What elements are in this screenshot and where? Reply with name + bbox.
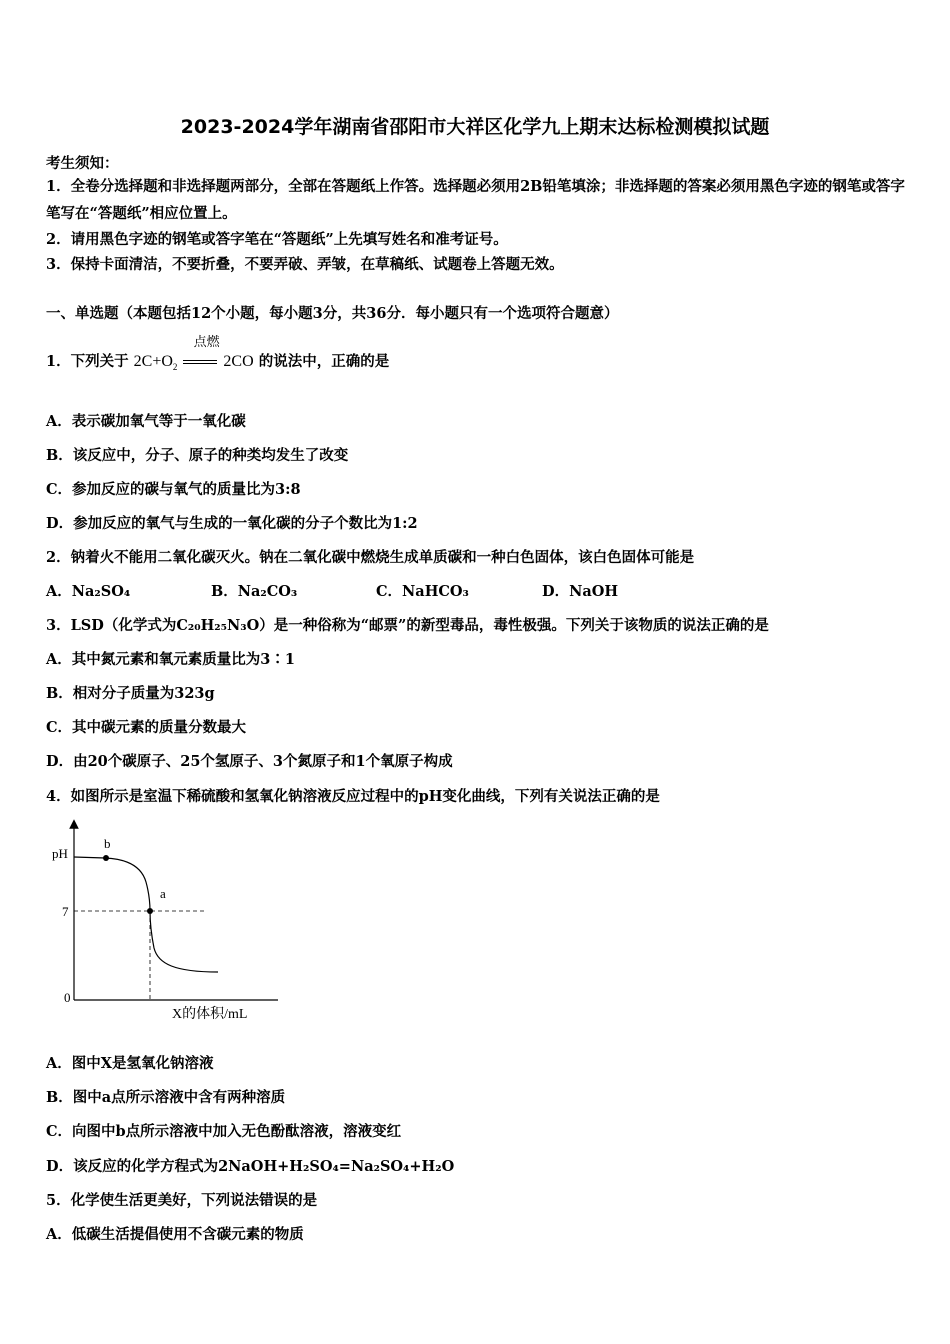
eq-right: 2CO [223, 353, 254, 370]
y-axis-label: pH [52, 846, 68, 861]
q2-option-b: B．Na₂CO₃ [211, 583, 298, 600]
page-title: 2023-2024学年湖南省邵阳市大祥区化学九上期末达标检测模拟试题 [180, 116, 770, 138]
point-a [147, 908, 153, 914]
q3-option-b: B．相对分子质量为323g [46, 685, 215, 702]
question-4: 4．如图所示是室温下稀硫酸和氢氧化钠溶液反应过程中的pH变化曲线，下列有关说法正确的是 [46, 788, 660, 805]
q1-option-b: B．该反应中，分子、原子的种类均发生了改变 [46, 447, 349, 464]
q4-option-d: D．该反应的化学方程式为2NaOH+H₂SO₄=Na₂SO₄+H₂O [46, 1158, 455, 1175]
q4-option-b: B．图中a点所示溶液中含有两种溶质 [46, 1089, 286, 1106]
point-b [103, 855, 109, 861]
eq-left-sub: 2 [172, 362, 178, 373]
q2-option-c: C．NaHCO₃ [376, 583, 469, 600]
q1-option-d: D．参加反应的氧气与生成的一氧化碳的分子个数比为1:2 [46, 515, 418, 532]
q5-option-a: A．低碳生活提倡使用不含碳元素的物质 [46, 1226, 304, 1243]
q1-suffix: 的说法中，正确的是 [258, 353, 390, 370]
ph-curve-figure [50, 818, 290, 1028]
q1-equation [133, 334, 254, 373]
eq-condition: 点燃 [193, 334, 220, 349]
question-1 [46, 334, 390, 373]
q3-option-c: C．其中碳元素的质量分数最大 [46, 719, 247, 736]
point-b-label: b [104, 836, 111, 851]
q3-option-d: D．由20个碳原子、25个氢原子、3个氮原子和1个氧原子构成 [46, 753, 453, 770]
question-3: 3．LSD（化学式为C₂₀H₂₅N₃O）是一种俗称为“邮票”的新型毒品，毒性极强。下列关于该物质的说法正确的是 [46, 617, 769, 634]
q4-option-c: C．向图中b点所示溶液中加入无色酚酞溶液，溶液变红 [46, 1123, 402, 1140]
ph-seven-label: 7 [62, 904, 69, 919]
question-2: 2．钠着火不能用二氧化碳灭火。钠在二氧化碳中燃烧生成单质碳和一种白色固体，该白色固体可能是 [46, 549, 695, 566]
question-5: 5．化学使生活更美好，下列说法错误的是 [46, 1192, 318, 1209]
origin-label: 0 [64, 990, 71, 1005]
point-a-label: a [160, 886, 166, 901]
ph-curve [74, 857, 218, 972]
notice-item-2: 2．请用黑色字迹的钢笔或答字笔在“答题纸”上先填写姓名和准考证号。 [46, 231, 508, 248]
x-axis-label: X的体积/mL [172, 1007, 248, 1022]
q4-option-a: A．图中X是氢氧化钠溶液 [46, 1055, 214, 1072]
section-heading: 一、单选题（本题包括12个小题，每小题3分，共36分．每小题只有一个选项符合题意） [46, 305, 619, 322]
notice-item-1: 1．全卷分选择题和非选择题两部分，全部在答题纸上作答。选择题必须用2B铅笔填涂；非选择题的答案必须用黑色字迹的钢笔或答字笔写在“答题纸”相应位置上。 [46, 178, 905, 222]
q1-prefix: 1．下列关于 [46, 353, 129, 370]
q2-option-a: A．Na₂SO₄ [46, 583, 131, 600]
q2-option-d: D．NaOH [542, 583, 619, 600]
q3-option-a: A．其中氮元素和氧元素质量比为3∶1 [46, 651, 295, 668]
q1-option-a: A．表示碳加氧气等于一氧化碳 [46, 413, 246, 430]
notice-heading: 考生须知： [46, 155, 119, 172]
eq-left: 2C+O [133, 353, 173, 370]
q1-option-c: C．参加反应的碳与氧气的质量比为3:8 [46, 481, 301, 498]
notice-item-3: 3．保持卡面清洁，不要折叠，不要弄破、弄皱，在草稿纸、试题卷上答题无效。 [46, 256, 564, 273]
eq-double-line [183, 360, 217, 364]
